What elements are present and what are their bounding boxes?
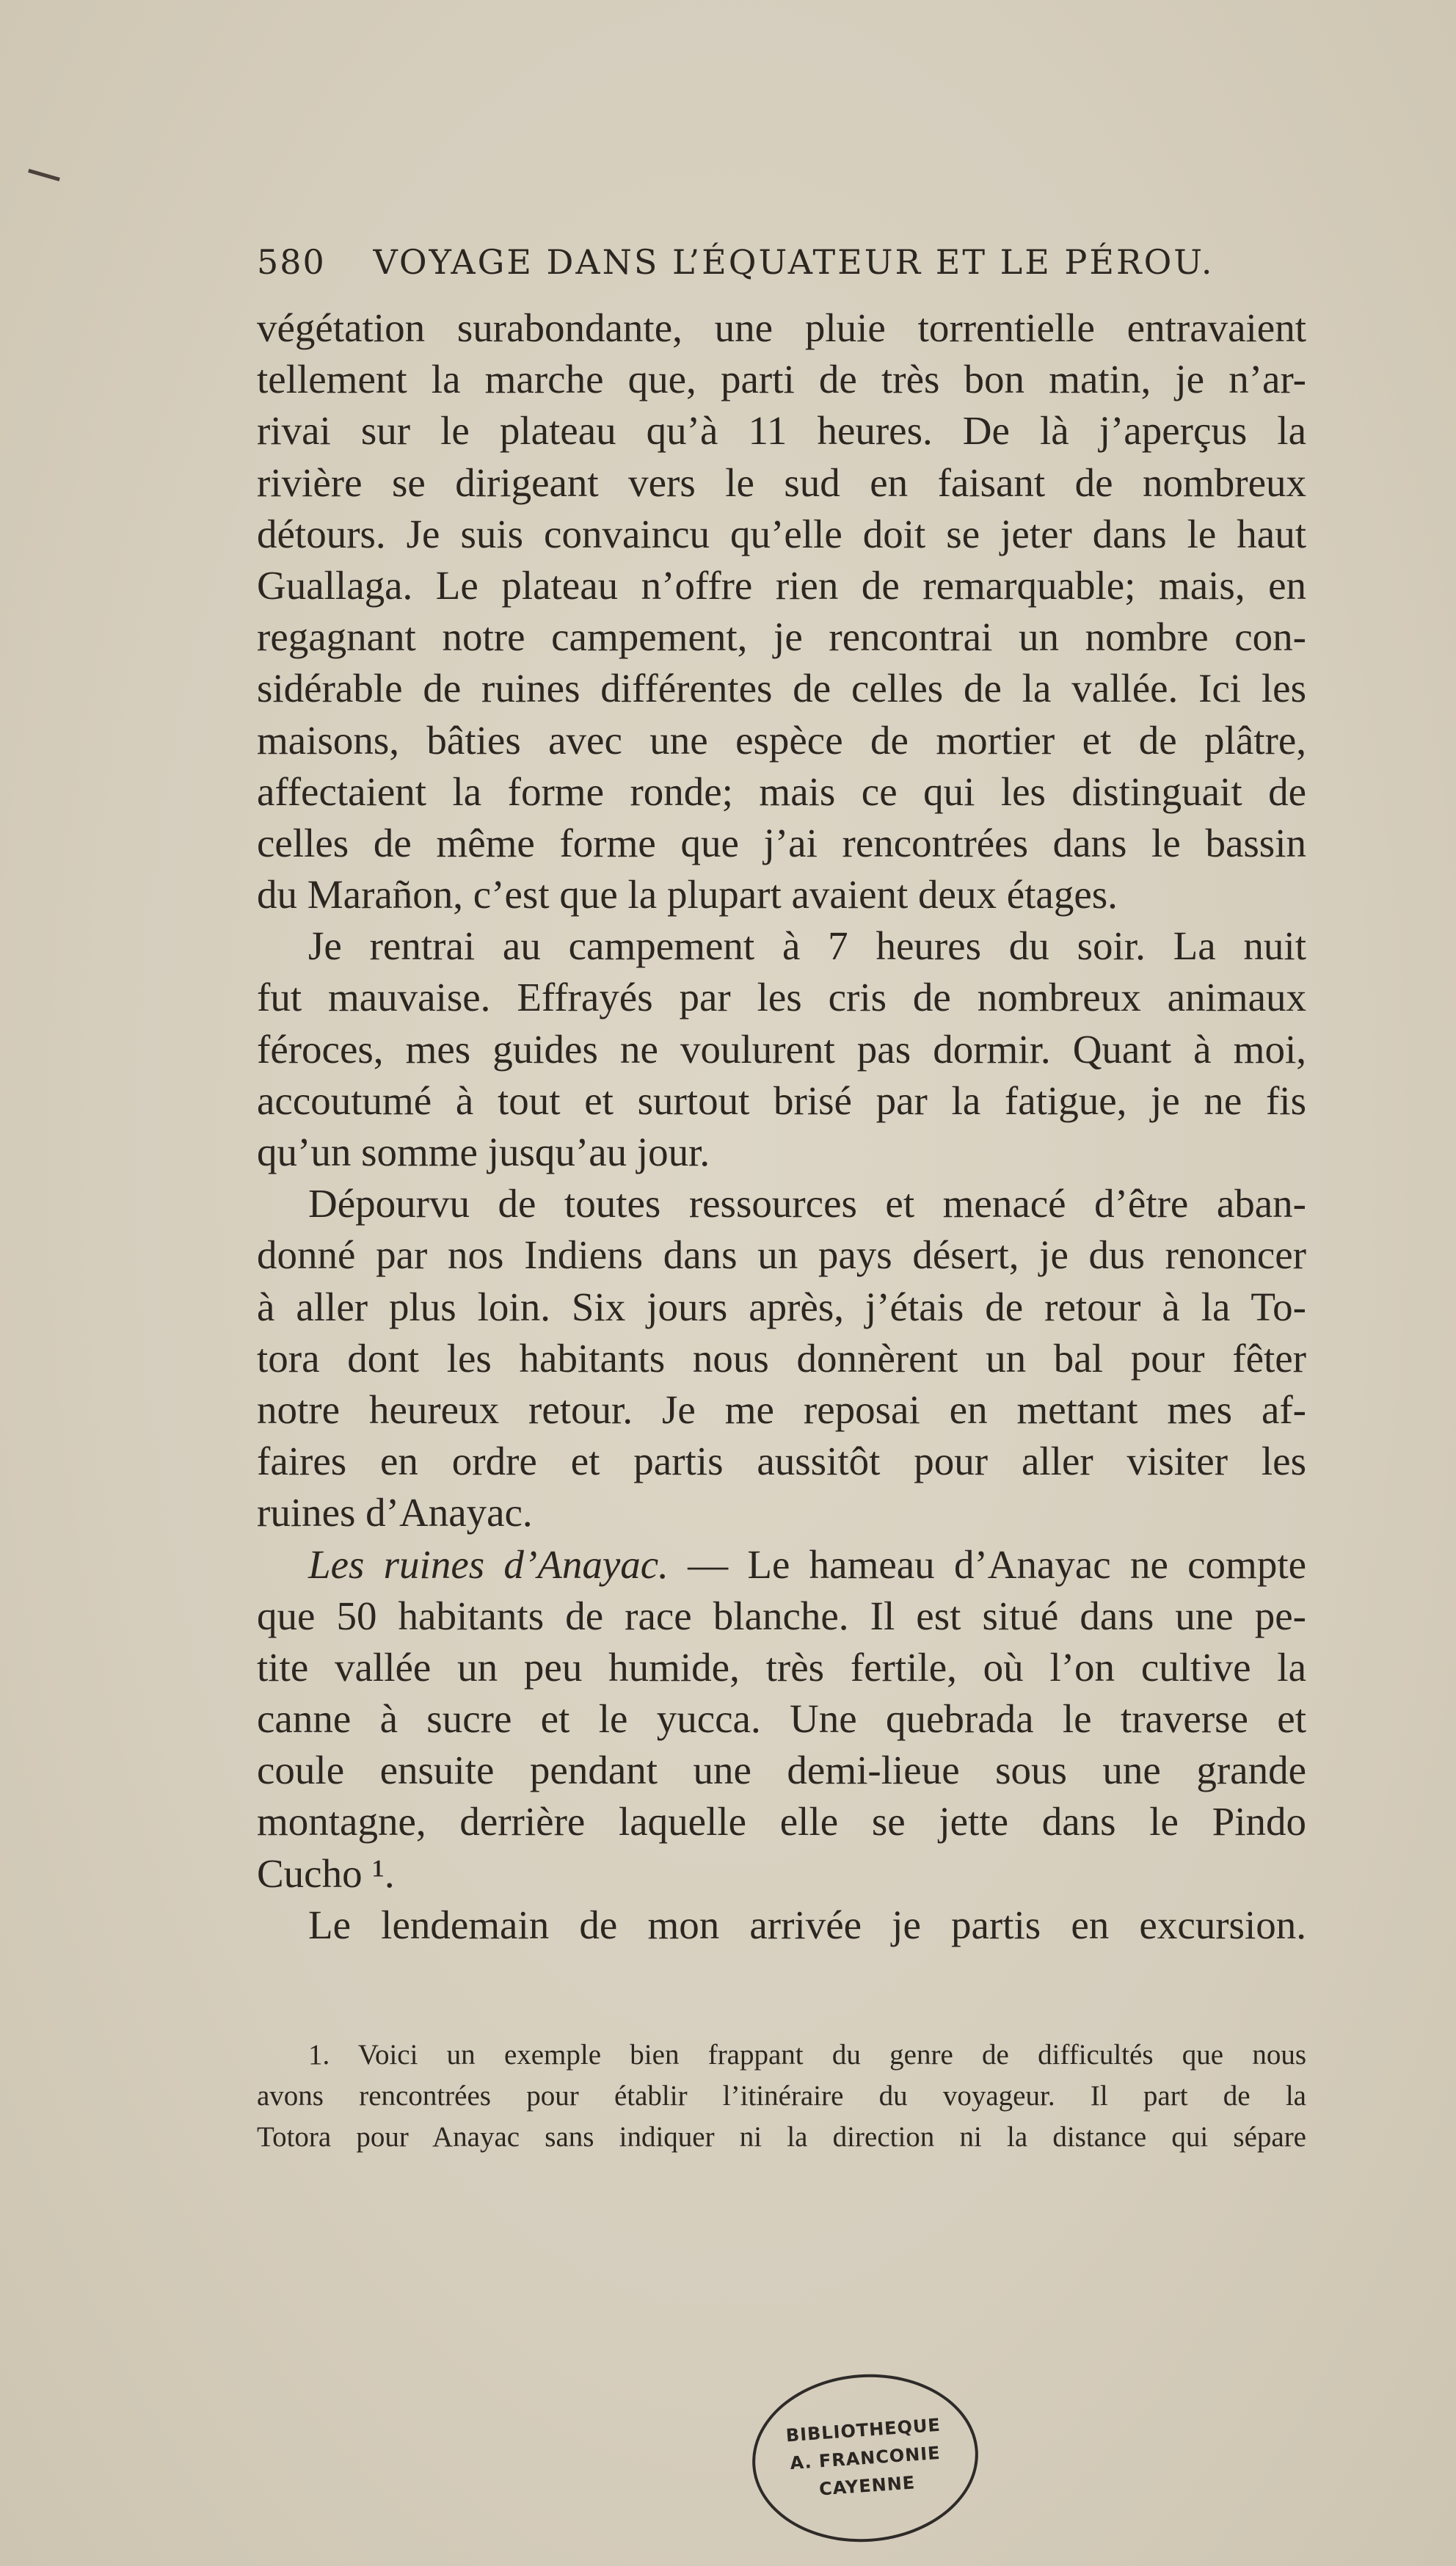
- footnote-line: avons rencontrées pour établir l’itinéraire du voyageur. Il part de la: [257, 2080, 1306, 2112]
- text-line: que 50 habitants de race blanche. Il est situé dans une pe-: [257, 1593, 1306, 1638]
- body-text: [257, 302, 1306, 1951]
- text-line: montagne, derrière laquelle elle se jette dans le Pindo: [257, 1799, 1306, 1844]
- text-line: Je rentrai au campement à 7 heures du soir. La nuit: [308, 923, 1306, 969]
- section-heading: Les ruines d’Anayac.: [308, 1541, 669, 1587]
- running-header: [257, 242, 1306, 282]
- text-line: regagnant notre campement, je rencontrai un nombre con-: [257, 614, 1306, 660]
- ink-mark: [28, 169, 60, 181]
- text-line-with-italic-heading: Les ruines d’Anayac. — Le hameau d’Anayac ne compte: [308, 1541, 1306, 1587]
- text-line: Guallaga. Le plateau n’offre rien de remarquable; mais, en: [257, 562, 1306, 608]
- stamp-line: CAYENNE: [818, 2472, 917, 2500]
- text-line: maisons, bâties avec une espèce de mortier et de plâtre,: [257, 717, 1306, 763]
- library-stamp: [746, 2367, 983, 2550]
- text-line: donné par nos Indiens dans un pays désert, je dus renoncer: [257, 1232, 1306, 1278]
- text-line: qu’un somme jusqu’au jour.: [257, 1130, 710, 1174]
- text-line: du Marañon, c’est que la plupart avaient deux étages.: [257, 872, 1118, 917]
- running-title: VOYAGE DANS L’ÉQUATEUR ET LE PÉROU.: [373, 242, 1215, 282]
- text-line: coule ensuite pendant une demi-lieue sous une grande: [257, 1748, 1306, 1793]
- text-line: détours. Je suis convaincu qu’elle doit se jeter dans le haut: [257, 511, 1306, 556]
- text-line: ruines d’Anayac.: [257, 1490, 533, 1535]
- text-line: rivière se dirigeant vers le sud en faisant de nombreux: [257, 459, 1306, 505]
- text-line: féroces, mes guides ne voulurent pas dormir. Quant à moi,: [257, 1026, 1306, 1072]
- text-line: fut mauvaise. Effrayés par les cris de nombreux animaux: [257, 975, 1306, 1020]
- footnote-line: Totora pour Anayac sans indiquer ni la direction ni la distance qui sépare: [257, 2121, 1306, 2153]
- text-line: celles de même forme que j’ai rencontrées dans le bassin: [257, 820, 1306, 865]
- text-line: faires en ordre et partis aussitôt pour aller visiter les: [257, 1439, 1306, 1484]
- stamp-line: BIBLIOTHEQUE: [785, 2414, 942, 2446]
- text-line: Dépourvu de toutes ressources et menacé d’être aban-: [308, 1181, 1306, 1226]
- footnote-line: 1. Voici un exemple bien frappant du genre de difficultés que nous: [308, 2039, 1306, 2071]
- text-line: canne à sucre et le yucca. Une quebrada le traverse et: [257, 1696, 1306, 1742]
- text-line: tora dont les habitants nous donnèrent un bal pour fêter: [257, 1335, 1306, 1381]
- text-line: sidérable de ruines différentes de celles de la vallée. Ici les: [257, 666, 1306, 711]
- page-number: 580: [257, 242, 326, 282]
- text-line: Le lendemain de mon arrivée je partis en excursion.: [308, 1902, 1306, 1947]
- text-line: affectaient la forme ronde; mais ce qui les distinguait de: [257, 768, 1306, 814]
- text-line: accoutumé à tout et surtout brisé par la fatigue, je ne fis: [257, 1077, 1306, 1123]
- text-line: tite vallée un peu humide, très fertile, où l’on cultive la: [257, 1644, 1306, 1690]
- text-line: à aller plus loin. Six jours après, j’étais de retour à la To-: [257, 1284, 1306, 1329]
- stamp-line: A. FRANCONIE: [789, 2442, 942, 2474]
- text-line: Cucho ¹.: [257, 1850, 395, 1896]
- text-line: tellement la marche que, parti de très bon matin, je n’ar-: [257, 357, 1306, 402]
- text-line: rivai sur le plateau qu’à 11 heures. De là j’aperçus la: [257, 408, 1306, 454]
- footnotes: [257, 2035, 1306, 2158]
- text-line: végétation surabondante, une pluie torrentielle entravaient: [257, 305, 1306, 350]
- text-line: notre heureux retour. Je me reposai en mettant mes af-: [257, 1386, 1306, 1432]
